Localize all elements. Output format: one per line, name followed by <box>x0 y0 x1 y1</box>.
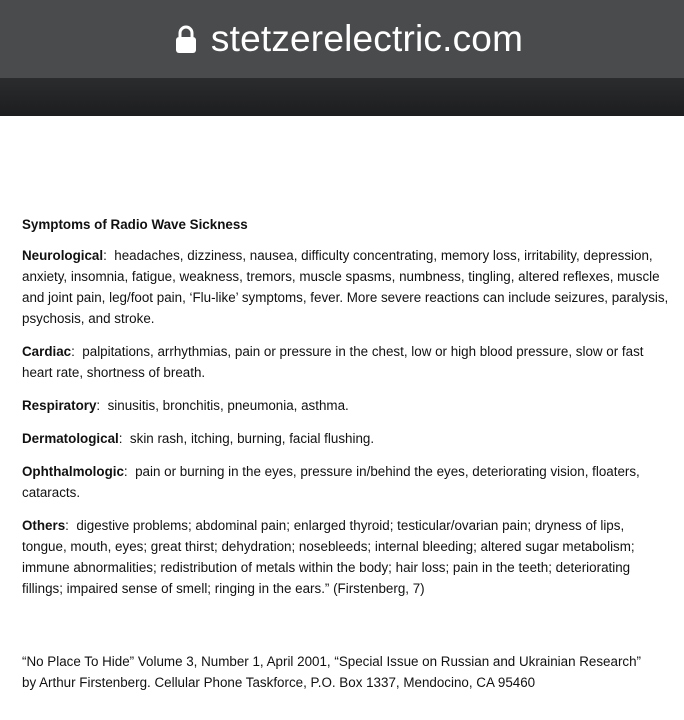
section-others: Others: digestive problems; abdominal pain; enlarged thyroid; testicular/ovarian pain; dryness of lips, tongue, mouth, eyes; great thirst; dehydration; nosebleeds; internal bleeding; altered sugar metabolism; immune abnormalities; redistribution of metals within the body; hair loss; pain in the teeth; deteriorating fillings; impaired sense of smell; ringing in the ears.” (Firstenberg, 7) <box>22 518 635 596</box>
section-label: Dermatological <box>22 431 119 446</box>
section-ophthalmologic: Ophthalmologic: pain or burning in the eyes, pressure in/behind the eyes, deteriorating vision, floaters, cataracts. <box>22 464 640 500</box>
section-text: pain or burning in the eyes, pressure in/behind the eyes, deteriorating vision, floaters, cataracts. <box>22 464 640 500</box>
section-label: Ophthalmologic <box>22 464 124 479</box>
browser-toolbar-strip <box>0 78 684 116</box>
citation-footer <box>22 651 672 693</box>
document-title: Symptoms of Radio Wave Sickness <box>22 217 248 232</box>
section-text: digestive problems; abdominal pain; enlarged thyroid; testicular/ovarian pain; dryness of lips, tongue, mouth, eyes; great thirst; dehydration; nosebleeds; internal bleeding; altered sugar metabolism; immune abnormalities; redistribution of metals within the body; hair loss; pain in the teeth; deteriorating fillings; impaired sense of smell; ringing in the ears.” (Firstenberg, 7) <box>22 518 635 596</box>
lock-icon <box>175 24 197 54</box>
section-text: palpitations, arrhythmias, pain or pressure in the chest, low or high blood pressure, slow or fast heart rate, shortness of breath. <box>22 344 644 380</box>
citation-line-2: by Arthur Firstenberg. Cellular Phone Taskforce, P.O. Box 1337, Mendocino, CA 95460 <box>22 675 536 690</box>
section-label: Neurological <box>22 248 104 263</box>
document-body <box>22 214 672 611</box>
section-label: Respiratory <box>22 398 97 413</box>
section-label: Others <box>22 518 66 533</box>
section-text: skin rash, itching, burning, facial flushing. <box>129 431 375 446</box>
section-text: headaches, dizziness, nausea, difficulty concentrating, memory loss, irritability, depression, anxiety, insomnia, fatigue, weakness, tremors, muscle spasms, numbness, tingling, altered reflexes, muscle and joint pain, leg/foot pain, ‘Flu-like’ symptoms, fever. More severe reactions can include seizures, paralysis, psychosis, and stroke. <box>22 248 669 326</box>
section-text: sinusitis, bronchitis, pneumonia, asthma. <box>107 398 349 413</box>
citation-line-1: “No Place To Hide” Volume 3, Number 1, April 2001, “Special Issue on Russian and Ukrainian Research” <box>22 654 642 669</box>
url-text[interactable]: stetzerelectric.com <box>210 18 524 59</box>
address-bar[interactable] <box>0 0 684 78</box>
section-neurological: Neurological: headaches, dizziness, nausea, difficulty concentrating, memory loss, irritability, depression, anxiety, insomnia, fatigue, weakness, tremors, muscle spasms, numbness, tingling, altered reflexes, muscle and joint pain, leg/foot pain, ‘Flu-like’ symptoms, fever. More severe reactions can include seizures, paralysis, psychosis, and stroke. <box>22 248 669 326</box>
section-cardiac: Cardiac: palpitations, arrhythmias, pain or pressure in the chest, low or high blood pressure, slow or fast heart rate, shortness of breath. <box>22 344 644 380</box>
address-bar-content[interactable] <box>175 18 523 60</box>
section-respiratory: Respiratory: sinusitis, bronchitis, pneumonia, asthma. <box>22 398 349 413</box>
section-label: Cardiac <box>22 344 72 359</box>
section-dermatological: Dermatological: skin rash, itching, burning, facial flushing. <box>22 431 375 446</box>
